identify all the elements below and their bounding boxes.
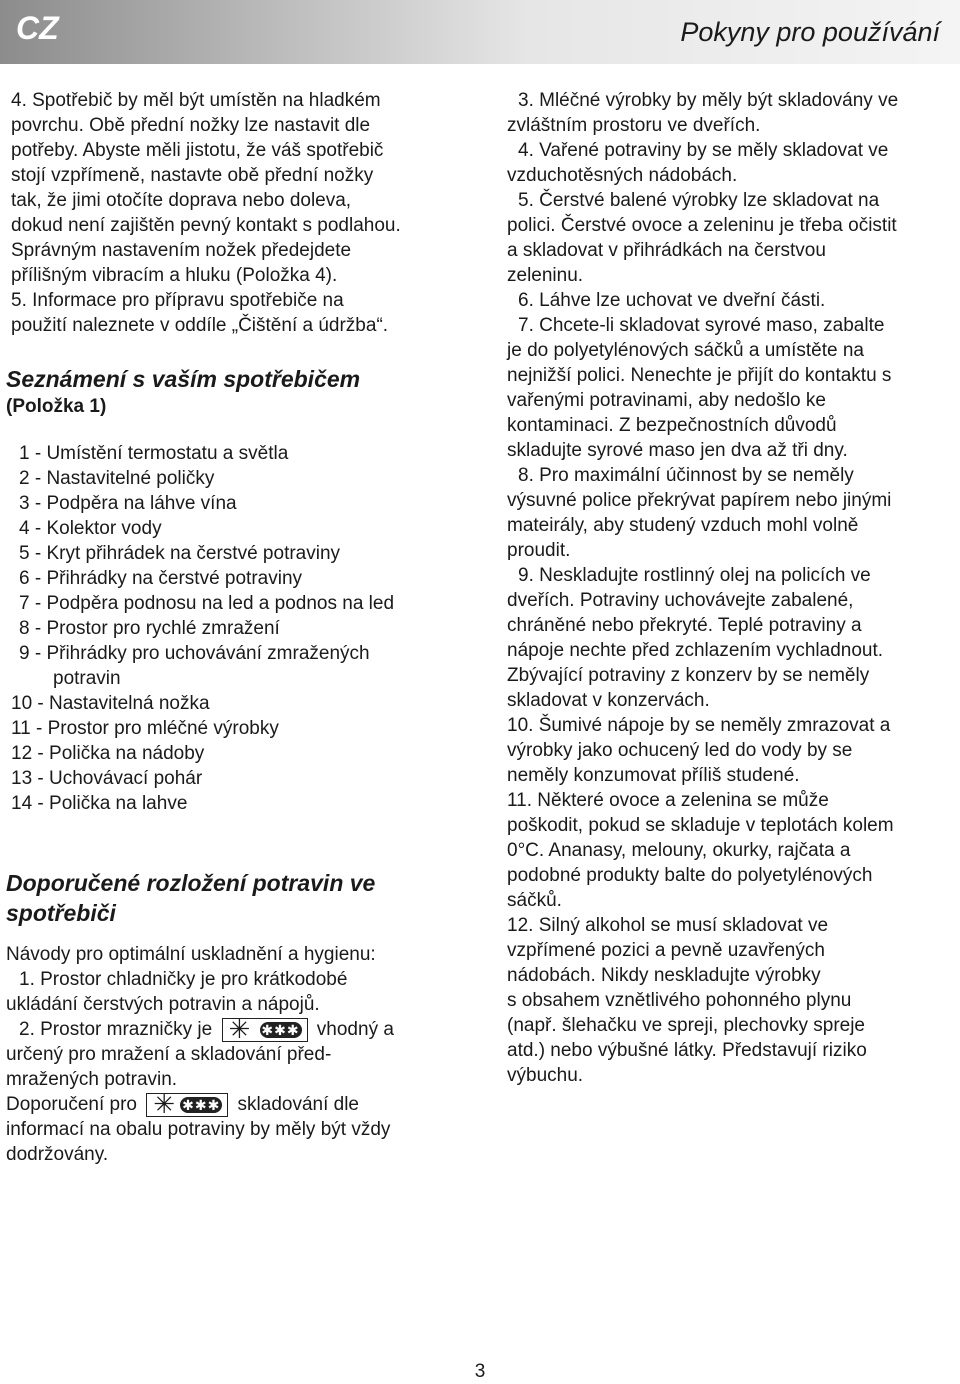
- three-star-icon: ✱✱✱: [182, 1096, 221, 1113]
- list-item: 2 - Nastavitelné poličky: [19, 468, 215, 489]
- text-line: skladujte syrové maso jen dva až tři dny.: [507, 440, 848, 461]
- section-heading-appliance: Seznámení s vaším spotřebičem: [6, 366, 361, 392]
- left-column: [6, 88, 466, 1167]
- text-line: (např. šlehačku ve spreji, plechovky spreje: [507, 1015, 866, 1036]
- text-line: 12. Silný alkohol se musí skladovat ve: [507, 915, 829, 936]
- text-line: 4. Vařené potraviny by se měly skladovat ve: [518, 140, 889, 161]
- guide-line: dodržovány.: [6, 1144, 109, 1165]
- guide-text: skladování dle: [237, 1094, 359, 1115]
- list-item: 14 - Polička na lahve: [11, 793, 188, 814]
- text-line: 3. Mléčné výrobky by měly být skladovány ve: [518, 90, 899, 111]
- three-star-icon: ✱✱✱: [261, 1021, 300, 1038]
- text-line: nádobách. Nikdy neskladujte výrobky: [507, 965, 821, 986]
- text-line: 11. Některé ovoce a zelenina se může: [507, 790, 829, 811]
- section-heading-subtitle: (Položka 1): [6, 396, 107, 417]
- intro-line: dokud není zajištěn pevný kontakt s podlahou.: [11, 215, 401, 236]
- list-item: 12 - Polička na nádoby: [11, 743, 205, 764]
- list-item: 11 - Prostor pro mléčné výrobky: [11, 718, 279, 739]
- guide-line: ukládání čerstvých potravin a nápojů.: [6, 994, 320, 1015]
- text-line: 0°C. Ananasy, melouny, okurky, rajčata a: [507, 840, 851, 861]
- list-item: 1 - Umístění termostatu a světla: [19, 443, 289, 464]
- page-number: 3: [474, 1361, 486, 1382]
- text-line: zvláštním prostoru ve dveřích.: [507, 115, 761, 136]
- guide-line: [6, 1088, 466, 1119]
- intro-line: Správným nastavením nožek předejdete: [11, 240, 352, 261]
- intro-line: 5. Informace pro přípravu spotřebiče na: [11, 290, 344, 311]
- section-heading-storage-cont: spotřebiči: [6, 900, 116, 926]
- freezer-star-symbol: [146, 1088, 228, 1119]
- text-line: proudit.: [507, 540, 571, 561]
- text-line: atd.) nebo výbušné látky. Představují riziko: [507, 1040, 867, 1061]
- intro-line: 4. Spotřebič by měl být umístěn na hladkém: [11, 90, 381, 111]
- storage-guide: [6, 942, 466, 1167]
- text-line: s obsahem vznětlivého pohonného plynu: [507, 990, 852, 1011]
- guide-text: 2. Prostor mrazničky je: [19, 1019, 213, 1040]
- list-item: 13 - Uchovávací pohár: [11, 768, 203, 789]
- text-line: nápoje nechte před zchlazením vychladnout.: [507, 640, 884, 661]
- list-item: 8 - Prostor pro rychlé zmražení: [19, 618, 280, 639]
- text-line: 10. Šumivé nápoje by se neměly zmrazovat a: [507, 715, 891, 736]
- text-line: a skladovat v přihrádkách na čerstvou: [507, 240, 826, 261]
- list-item: 10 - Nastavitelná nožka: [11, 693, 210, 714]
- text-line: 7. Chcete-li skladovat syrové maso, zabalte: [518, 315, 885, 336]
- text-line: podobné produkty balte do polyetylénových: [507, 865, 873, 886]
- right-column: [507, 88, 955, 1088]
- guide-line: určený pro mražení a skladování před-: [6, 1044, 332, 1065]
- guide-line: informací na obalu potraviny by měly být vždy: [6, 1119, 391, 1140]
- intro-line: přílišným vibracím a hluku (Položka 4).: [11, 265, 338, 286]
- text-line: výrobky jako ochucený led do vody by se: [507, 740, 853, 761]
- guide-line: mražených potravin.: [6, 1069, 178, 1090]
- section-heading-storage: Doporučené rozložení potravin ve: [6, 870, 376, 896]
- text-line: kontaminaci. Z bezpečnostních důvodů: [507, 415, 837, 436]
- text-line: nejnižší polici. Nenechte je přijít do kontaktu s: [507, 365, 892, 386]
- intro-line: povrchu. Obě přední nožky lze nastavit dle: [11, 115, 371, 136]
- snowflake-icon: ✳: [153, 1088, 176, 1119]
- guide-line: 1. Prostor chladničky je pro krátkodobé: [19, 969, 348, 990]
- intro-line: tak, že jimi otočíte doprava nebo doleva,: [11, 190, 352, 211]
- text-line: chráněné nebo překryté. Teplé potraviny a: [507, 615, 862, 636]
- freezer-star-symbol: [222, 1013, 308, 1044]
- text-line: výsuvné police překrývat papírem nebo jinými: [507, 490, 892, 511]
- text-line: 6. Láhve lze uchovat ve dveřní části.: [518, 290, 826, 311]
- text-line: dveřích. Potraviny uchovávejte zabalené,: [507, 590, 854, 611]
- list-item: 6 - Přihrádky na čerstvé potraviny: [19, 568, 303, 589]
- text-line: sáčků.: [507, 890, 562, 911]
- text-line: 9. Neskladujte rostlinný olej na policích ve: [518, 565, 871, 586]
- text-line: skladovat v konzervách.: [507, 690, 710, 711]
- intro-line: potřeby. Abyste měli jistotu, že váš spotřebič: [11, 140, 384, 161]
- list-item: 3 - Podpěra na láhve vína: [19, 493, 237, 514]
- list-item: 7 - Podpěra podnosu na led a podnos na led: [19, 593, 395, 614]
- text-line: vařenými potravinami, aby nedošlo ke: [507, 390, 826, 411]
- text-line: polici. Čerstvé ovoce a zeleninu je třeba očistit: [507, 215, 897, 236]
- text-line: poškodit, pokud se skladuje v teplotách kolem: [507, 815, 894, 836]
- text-line: 8. Pro maximální účinnost by se neměly: [518, 465, 854, 486]
- intro-line: stojí vzpřímeně, nastavte obě přední nožky: [11, 165, 374, 186]
- text-line: zeleninu.: [507, 265, 584, 286]
- guide-text: Doporučení pro: [6, 1094, 137, 1115]
- intro-line: použití naleznete v oddíle „Čištění a údržba“.: [11, 315, 389, 336]
- list-item: 5 - Kryt přihrádek na čerstvé potraviny: [19, 543, 341, 564]
- guide-text: vhodný a: [316, 1019, 394, 1040]
- text-line: vzduchotěsných nádobách.: [507, 165, 738, 186]
- text-line: vzpřímené pozici a pevně uzavřených: [507, 940, 825, 961]
- guide-intro: Návody pro optimální uskladnění a hygienu:: [6, 944, 376, 965]
- text-line: Zbývající potraviny z konzerv by se neměly: [507, 665, 870, 686]
- parts-list: [6, 441, 466, 816]
- text-line: výbuchu.: [507, 1065, 584, 1086]
- guide-line: [6, 1013, 466, 1044]
- snowflake-icon: ✳: [228, 1013, 251, 1044]
- list-item: 9 - Přihrádky pro uchovávání zmražených: [19, 643, 370, 664]
- list-item: 4 - Kolektor vody: [19, 518, 162, 539]
- text-line: 5. Čerstvé balené výrobky lze skladovat na: [518, 190, 880, 211]
- text-line: je do polyetylénových sáčků a umístěte na: [507, 340, 864, 361]
- page-title: Pokyny pro používání: [680, 17, 940, 47]
- list-item-continuation: potravin: [53, 668, 121, 689]
- text-line: neměly konzumovat příliš studené.: [507, 765, 800, 786]
- text-line: mateirály, aby studený vzduch mohl volně: [507, 515, 859, 536]
- page-header: [0, 0, 960, 64]
- language-code: CZ: [16, 10, 59, 46]
